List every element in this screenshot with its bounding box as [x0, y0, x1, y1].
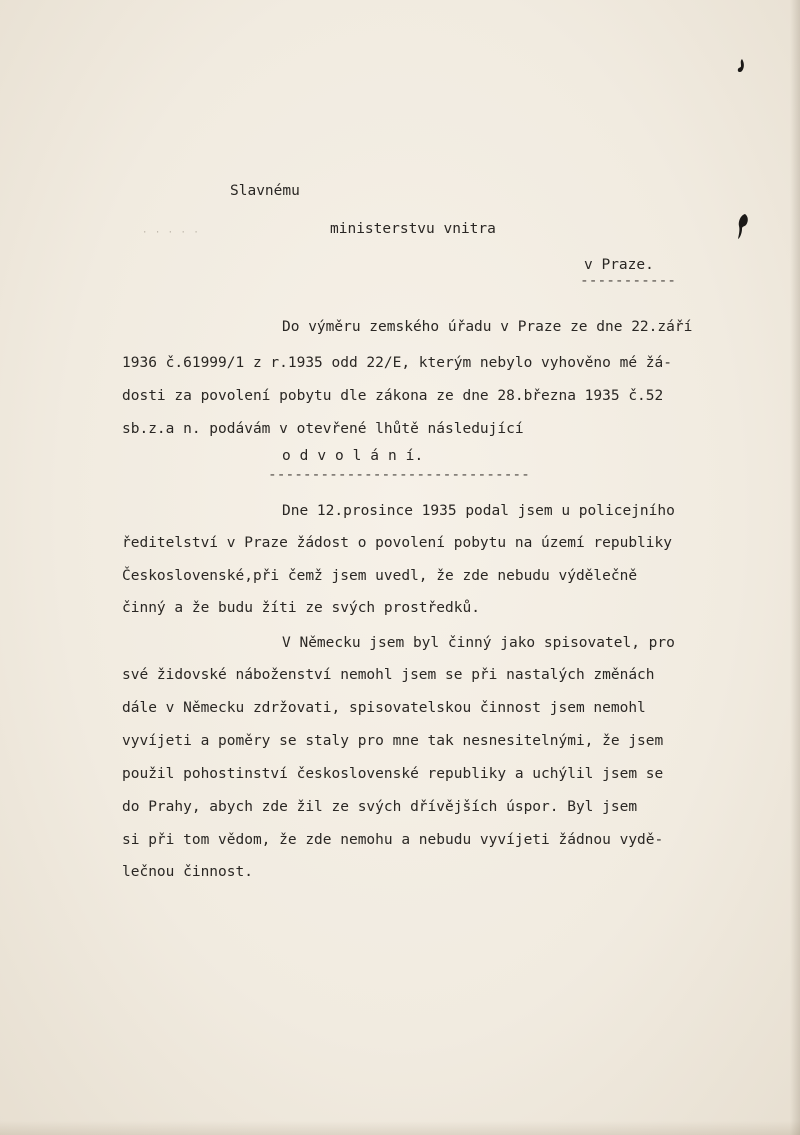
faint-marks: · · · · ·: [142, 228, 200, 238]
intro-line: 1936 č.61999/1 z r.1935 odd 22/E, kterým nebylo vyhověno mé žá-: [122, 355, 672, 371]
ink-mark-right: [736, 212, 750, 240]
intro-line: dosti za povolení pobytu dle zákona ze dne 28.března 1935 č.52: [122, 388, 664, 404]
intro-line: Do výměru zemského úřadu v Praze ze dne 22.září: [282, 319, 693, 335]
address-line-3: v Praze.: [584, 257, 654, 273]
page-bottom-shadow: [0, 1121, 800, 1135]
paragraph2-line: V Německu jsem byl činný jako spisovatel, pro: [282, 635, 675, 651]
address-line-1: Slavnému: [230, 183, 300, 199]
ink-mark-top: [736, 58, 746, 74]
paragraph2-line: své židovské náboženství nemohl jsem se při nastalých změnách: [122, 667, 655, 683]
heading-underline: ------------------------------: [268, 467, 530, 483]
paragraph2-line: vyvíjeti a poměry se staly pro mne tak nesnesitelnými, že jsem: [122, 733, 664, 749]
paragraph1-line: Československé,při čemž jsem uvedl, že zde nebudu výdělečně: [122, 568, 638, 584]
paragraph2-line: použil pohostinství československé republiky a uchýlil jsem se: [122, 766, 664, 782]
paragraph2-line: do Prahy, abych zde žil ze svých dřívějších úspor. Byl jsem: [122, 799, 638, 815]
paragraph2-line: lečnou činnost.: [122, 864, 253, 880]
paragraph1-line: Dne 12.prosince 1935 podal jsem u policejního: [282, 503, 675, 519]
page-edge-shadow: [790, 0, 800, 1135]
address-underline: -----------: [580, 273, 677, 289]
address-line-2: ministerstvu vnitra: [330, 221, 496, 237]
paragraph1-line: činný a že budu žíti ze svých prostředků.: [122, 600, 480, 616]
heading-odvolani: o d v o l á n í.: [282, 448, 424, 464]
paragraph2-line: si při tom vědom, že zde nemohu a nebudu vyvíjeti žádnou vydě-: [122, 832, 664, 848]
paragraph1-line: ředitelství v Praze žádost o povolení pobytu na území republiky: [122, 535, 672, 551]
paragraph2-line: dále v Německu zdržovati, spisovatelskou činnost jsem nemohl: [122, 700, 646, 716]
intro-line: sb.z.a n. podávám v otevřené lhůtě následující: [122, 421, 524, 437]
